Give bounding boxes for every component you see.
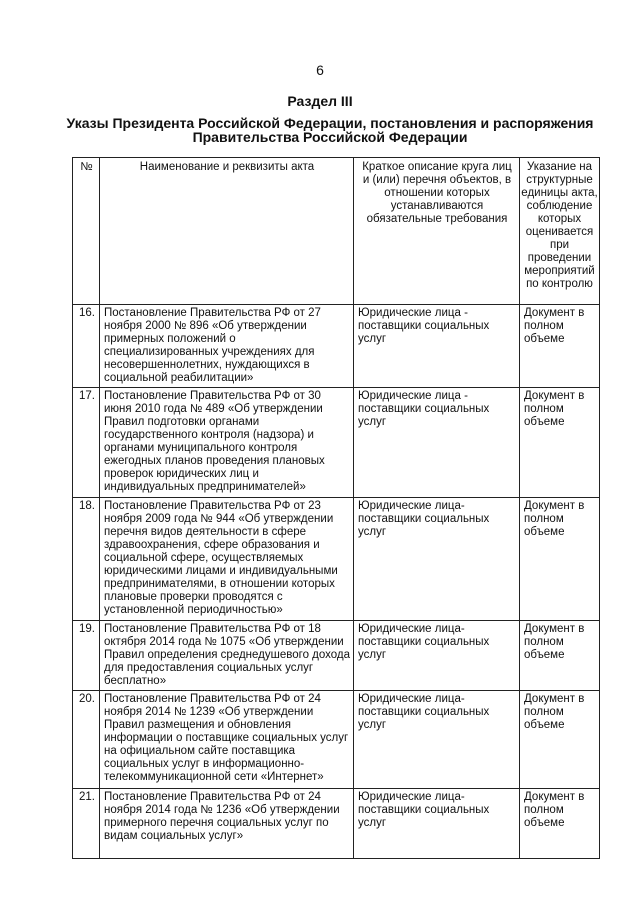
row-subjects: Юридические лица - поставщики социальных услуг <box>354 388 520 498</box>
header-act-name: Наименование и реквизиты акта <box>100 158 354 305</box>
row-subjects: Юридические лица - поставщики социальных услуг <box>354 305 520 388</box>
row-scope: Документ в полном объеме <box>520 691 600 789</box>
row-subjects: Юридические лица-поставщики социальных услуг <box>354 789 520 859</box>
row-scope: Документ в полном объеме <box>520 498 600 621</box>
table-row <box>73 498 600 621</box>
table-row <box>73 388 600 498</box>
header-scope: Указание на структурные единицы акта, соблюдение которых оценивается при проведении мероприятий по контролю <box>520 158 600 305</box>
row-scope: Документ в полном объеме <box>520 305 600 388</box>
row-act-name: Постановление Правительства РФ от 18 октября 2014 года № 1075 «Об утверждении Правил определения среднедушевого дохода для предоставления социальных услуг бесплатно» <box>100 621 354 691</box>
table-row <box>73 621 600 691</box>
table-header-row <box>73 158 600 305</box>
table-row <box>73 691 600 789</box>
document-title: Указы Президента Российской Федерации, постановления и распоряжения Правительства Российской Федерации <box>66 115 594 145</box>
row-scope: Документ в полном объеме <box>520 388 600 498</box>
acts-table <box>72 157 600 859</box>
row-number: 16. <box>73 305 100 388</box>
row-subjects: Юридические лица-поставщики социальных услуг <box>354 498 520 621</box>
row-number: 20. <box>73 691 100 789</box>
row-scope: Документ в полном объеме <box>520 621 600 691</box>
row-number: 18. <box>73 498 100 621</box>
row-act-name: Постановление Правительства РФ от 30 июня 2010 года № 489 «Об утверждении Правил подготовки органами государственного контроля (надзора) и органами муниципального контроля ежегодных планов проведения плановых проверок юридических лиц и индивидуальных предпринимателей» <box>100 388 354 498</box>
row-subjects: Юридические лица-поставщики социальных услуг <box>354 691 520 789</box>
row-act-name: Постановление Правительства РФ от 23 ноября 2009 года № 944 «Об утверждении перечня видов деятельности в сфере здравоохранения, сфере образования и социальной сфере, осуществляемых юридическими лицами и индивидуальными предпринимателями, в отношении которых плановые проверки проводятся с установленной периодичностью» <box>100 498 354 621</box>
row-act-name: Постановление Правительства РФ от 24 ноября 2014 года № 1236 «Об утверждении примерного перечня социальных услуг по видам социальных услуг» <box>100 789 354 859</box>
table-row <box>73 305 600 388</box>
table-row <box>73 789 600 859</box>
page-number: 6 <box>316 62 324 78</box>
row-number: 19. <box>73 621 100 691</box>
row-subjects: Юридические лица-поставщики социальных услуг <box>354 621 520 691</box>
section-title: Раздел III <box>287 93 353 109</box>
header-subjects: Краткое описание круга лиц и (или) перечня объектов, в отношении которых устанавливаются обязательные требования <box>354 158 520 305</box>
row-act-name: Постановление Правительства РФ от 24 ноября 2014 № 1239 «Об утверждении Правил размещения и обновления информации о поставщике социальных услуг на официальном сайте поставщика социальных услуг в информационно-телекоммуникационной сети «Интернет» <box>100 691 354 789</box>
row-scope: Документ в полном объеме <box>520 789 600 859</box>
row-number: 17. <box>73 388 100 498</box>
row-act-name: Постановление Правительства РФ от 27 ноября 2000 № 896 «Об утверждении примерных положений о специализированных учреждениях для несовершеннолетних, нуждающихся в социальной реабилитации» <box>100 305 354 388</box>
header-number: № <box>73 158 100 305</box>
row-number: 21. <box>73 789 100 859</box>
